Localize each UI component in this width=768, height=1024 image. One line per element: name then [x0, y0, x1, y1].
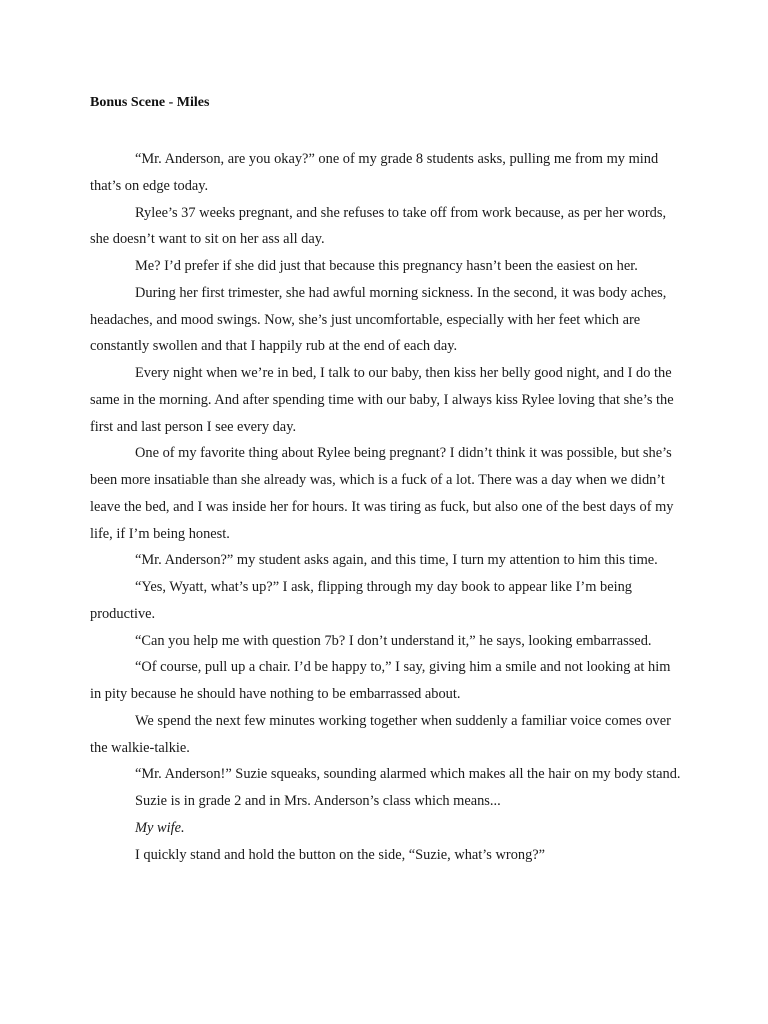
paragraph: We spend the next few minutes working together when suddenly a familiar voice comes over the walkie-talkie. [90, 712, 671, 756]
paragraph: Me? I’d prefer if she did just that because this pregnancy hasn’t been the easiest on her. [135, 258, 638, 274]
chapter-title: Bonus Scene - Miles [90, 95, 210, 110]
paragraph: Rylee’s 37 weeks pregnant, and she refuses to take off from work because, as per her words, she doesn’t want to sit on her ass all day. [90, 204, 667, 248]
paragraph: “Yes, Wyatt, what’s up?” I ask, flipping through my day book to appear like I’m being productive. [90, 579, 632, 622]
paragraph: Every night when we’re in bed, I talk to our baby, then kiss her belly good night, and I do the same in the morning. And after spending time with our baby, I always kiss Rylee loving that she’s the first and last person I see every day. [90, 365, 674, 435]
paragraph: “Can you help me with question 7b? I don’t understand it,” he says, looking embarrassed. [135, 632, 652, 649]
paragraph: “Mr. Anderson!” Suzie squeaks, sounding alarmed which makes all the hair on my body stand. [135, 766, 681, 783]
paragraph: “Mr. Anderson, are you okay?” one of my grade 8 students asks, pulling me from my mind that’s on edge today. [90, 151, 659, 194]
paragraph: I quickly stand and hold the button on the side, “Suzie, what’s wrong?” [135, 846, 546, 863]
paragraph: “Of course, pull up a chair. I’d be happy to,” I say, giving him a smile and not looking at him in pity because he should have nothing to be embarrassed about. [90, 659, 671, 702]
paragraph: During her first trimester, she had awful morning sickness. In the second, it was body aches, headaches, and mood swings. Now, she’s just uncomfortable, especially with her feet which are constantly swollen and that I happily rub at the end of each day. [90, 284, 667, 355]
story-body [90, 146, 682, 868]
paragraph: One of my favorite thing about Rylee being pregnant? I didn’t think it was possible, but she’s been more insatiable than she already was, which is a fuck of a lot. There was a day when we didn’t leave the bed, and I was inside her for hours. It was tiring as fuck, but also one of the best days of my life, if I’m being honest. [90, 445, 674, 542]
paragraph: Suzie is in grade 2 and in Mrs. Anderson’s class which means... [135, 793, 501, 809]
paragraph-italic: My wife. [135, 819, 185, 836]
paragraph: “Mr. Anderson?” my student asks again, and this time, I turn my attention to him this time. [135, 552, 658, 569]
